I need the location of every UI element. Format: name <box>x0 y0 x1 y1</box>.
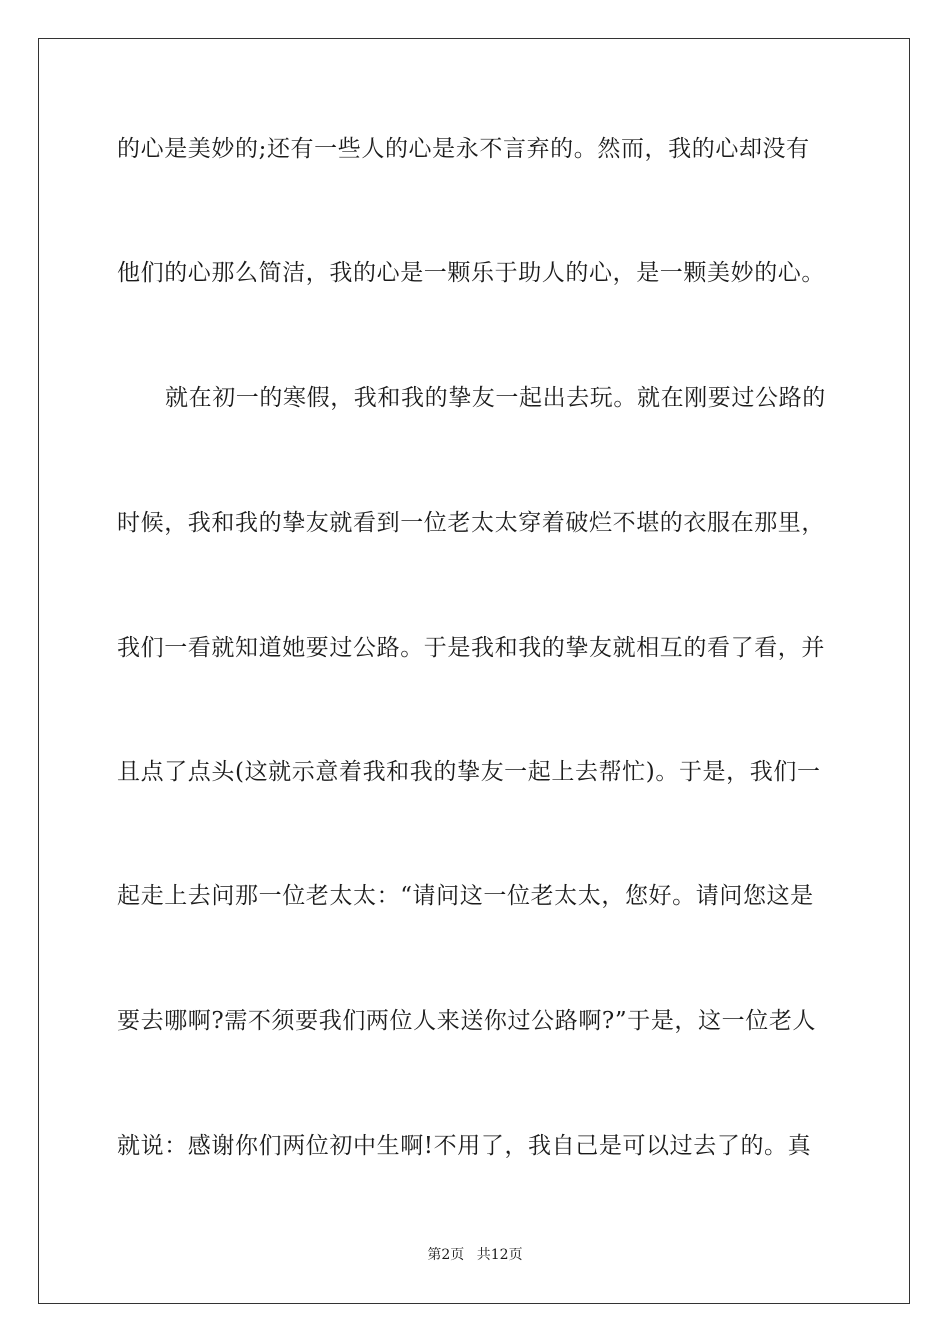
body-text-line: 时候，我和我的挚友就看到一位老太太穿着破烂不堪的衣服在那里， <box>117 510 825 536</box>
total-pages: 共12页 <box>476 1247 523 1263</box>
page-border <box>38 38 910 1304</box>
page-number: 第2页 <box>427 1247 465 1263</box>
page-footer <box>0 1245 950 1265</box>
body-text-line: 我们一看就知道她要过公路。于是我和我的挚友就相互的看了看，并 <box>117 635 825 661</box>
paragraph-start-line: 就在初一的寒假，我和我的挚友一起出去玩。就在刚要过公路的 <box>165 385 826 411</box>
body-text-line: 且点了点头(这就示意着我和我的挚友一起上去帮忙)。于是，我们一 <box>117 759 821 785</box>
body-text-line: 他们的心那么简洁，我的心是一颗乐于助人的心，是一颗美妙的心。 <box>117 260 825 286</box>
body-text-line: 的心是美妙的;还有一些人的心是永不言弃的。然而，我的心却没有 <box>117 136 810 162</box>
body-text-line: 要去哪啊?需不须要我们两位人来送你过公路啊?”于是，这一位老人 <box>117 1008 817 1034</box>
body-text-line: 就说：感谢你们两位初中生啊!不用了，我自己是可以过去了的。真 <box>117 1133 812 1159</box>
body-text-line: 起走上去问那一位老太太：“请问这一位老太太，您好。请问您这是 <box>117 883 814 909</box>
